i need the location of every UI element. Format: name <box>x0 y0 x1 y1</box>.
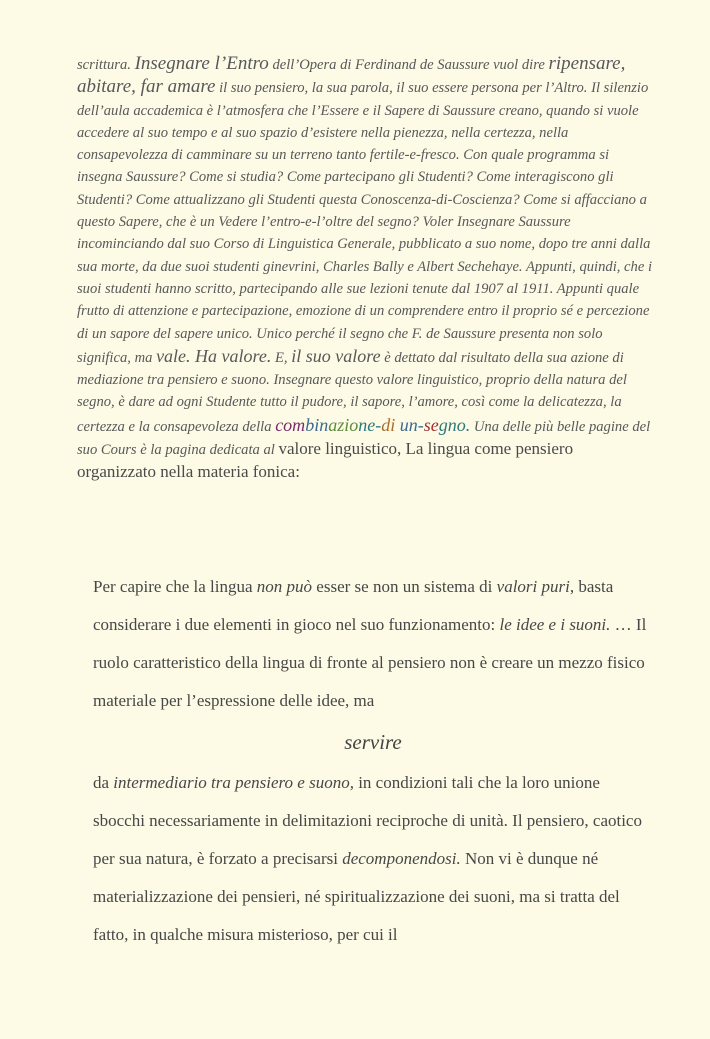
combo-part: ne- <box>358 414 382 435</box>
valore-linguistico-heading: valore linguistico, La lingua come pensiero organizzato nella materia fonica: <box>77 439 574 482</box>
italic-run: decomponendosi. <box>342 849 461 868</box>
quote-part-2 <box>93 764 653 954</box>
emphasis-suo-valore: il suo valore <box>291 345 381 366</box>
text-run: il suo pensiero, la sua parola, il suo essere persona per l’Altro. Il silenzio dell’aula accademica è l’atmosfera che l’Essere e il Sapere di Saussure creano, quando si vuole accedere al suo tempo e al suo spazio d’esistere nella pienezza, nella certezza, nella consapevolezza di camminare su un terreno tanto fertile-e-fresco. Con quale programma si insegna Saussure? Come si studia? Come partecipano gli Studenti? Come interagiscono gli Studenti? Come attualizzano gli Studenti questa Conoscenza-di-Coscienza? Come si affacciano a questo Sapere, che è un Vedere l’entro-e-l’oltre del segno? Voler Insegnare Saussure incominciando dal suo Corso di Linguistica Generale, pubblicato a suo nome, dopo tre anni dalla sua morte, da due suoi studenti ginevrini, Charles Bally e Albert Sechehaye. Appunti, quindi, che i suoi studenti hanno scritto, partecipando alle sue lezioni tenute dal 1907 al 1911. Appunti quale frutto di attenzione e partecipazione, emozione di un comprendere entro il proprio sé e percezione di un sapore del sapere unico. Unico perché il segno che F. de Saussure presenta non solo significa, ma <box>77 80 653 366</box>
text-run: Non vi è dunque né materializzazione dei pensieri, né spiritualizzazione dei suoni, ma si tratta del fatto, in qualche misura misterioso, per cui il <box>93 849 620 944</box>
combo-part: bin <box>305 414 329 435</box>
combinazione-di-un-segno <box>275 415 470 435</box>
text-run: E, <box>271 349 292 366</box>
text-run: , basta considerare i due elementi in gioco nel suo funzionamento: <box>93 577 614 634</box>
text-run: in condizioni tali che la loro unione sbocchi necessariamente in delimitazioni reciproche di unità. Il pensiero, caotico per sua natura, è forzato a precisarsi <box>93 773 642 868</box>
combo-part: gno. <box>438 414 471 435</box>
combo-part: un- <box>395 414 424 435</box>
emphasis-ripensare: ripensare, abitare, far amare <box>77 53 626 98</box>
text-run: esser se non un sistema di <box>312 577 497 596</box>
italic-run: non può <box>256 577 313 596</box>
text-run: scrittura. <box>77 57 135 73</box>
text-run: dell’Opera di Ferdinand de Saussure vuol dire <box>268 57 549 73</box>
quote-part-1 <box>93 568 653 720</box>
combo-part: com <box>275 414 306 435</box>
text-run: da <box>93 773 114 792</box>
emphasis-valore: vale. Ha valore. <box>156 345 272 366</box>
block-quote <box>93 568 653 954</box>
combo-part: azio <box>328 414 359 435</box>
servire-word: servire <box>344 730 402 754</box>
text-run: Una delle più belle pagine del suo Cours è la pagina dedicata al <box>77 418 651 459</box>
text-run: … Il ruolo caratteristico della lingua di fronte al pensiero non è creare un mezzo fisico materiale per l’espressione delle idee, ma <box>93 615 647 710</box>
body-paragraph <box>77 53 652 485</box>
combo-part: se <box>423 414 439 435</box>
italic-run: le idee e i suoni. <box>499 615 611 634</box>
italic-run: valori puri <box>496 577 570 596</box>
combo-part: di <box>381 414 396 435</box>
text-run: Per capire che la lingua <box>93 577 257 596</box>
italic-run: intermediario tra pensiero e suono, <box>113 773 354 792</box>
emphasis-insegnare: Insegnare l’Entro <box>134 53 269 74</box>
text-run: è dettato dal risultato della sua azione di mediazione tra pensiero e suono. Insegnare questo valore linguistico, proprio della natura del segno, è dare ad ogni Studente tutto il pudore, il sapore, l’amore, così come la delicatezza, la certezza e la consapevoleza della <box>77 349 627 435</box>
